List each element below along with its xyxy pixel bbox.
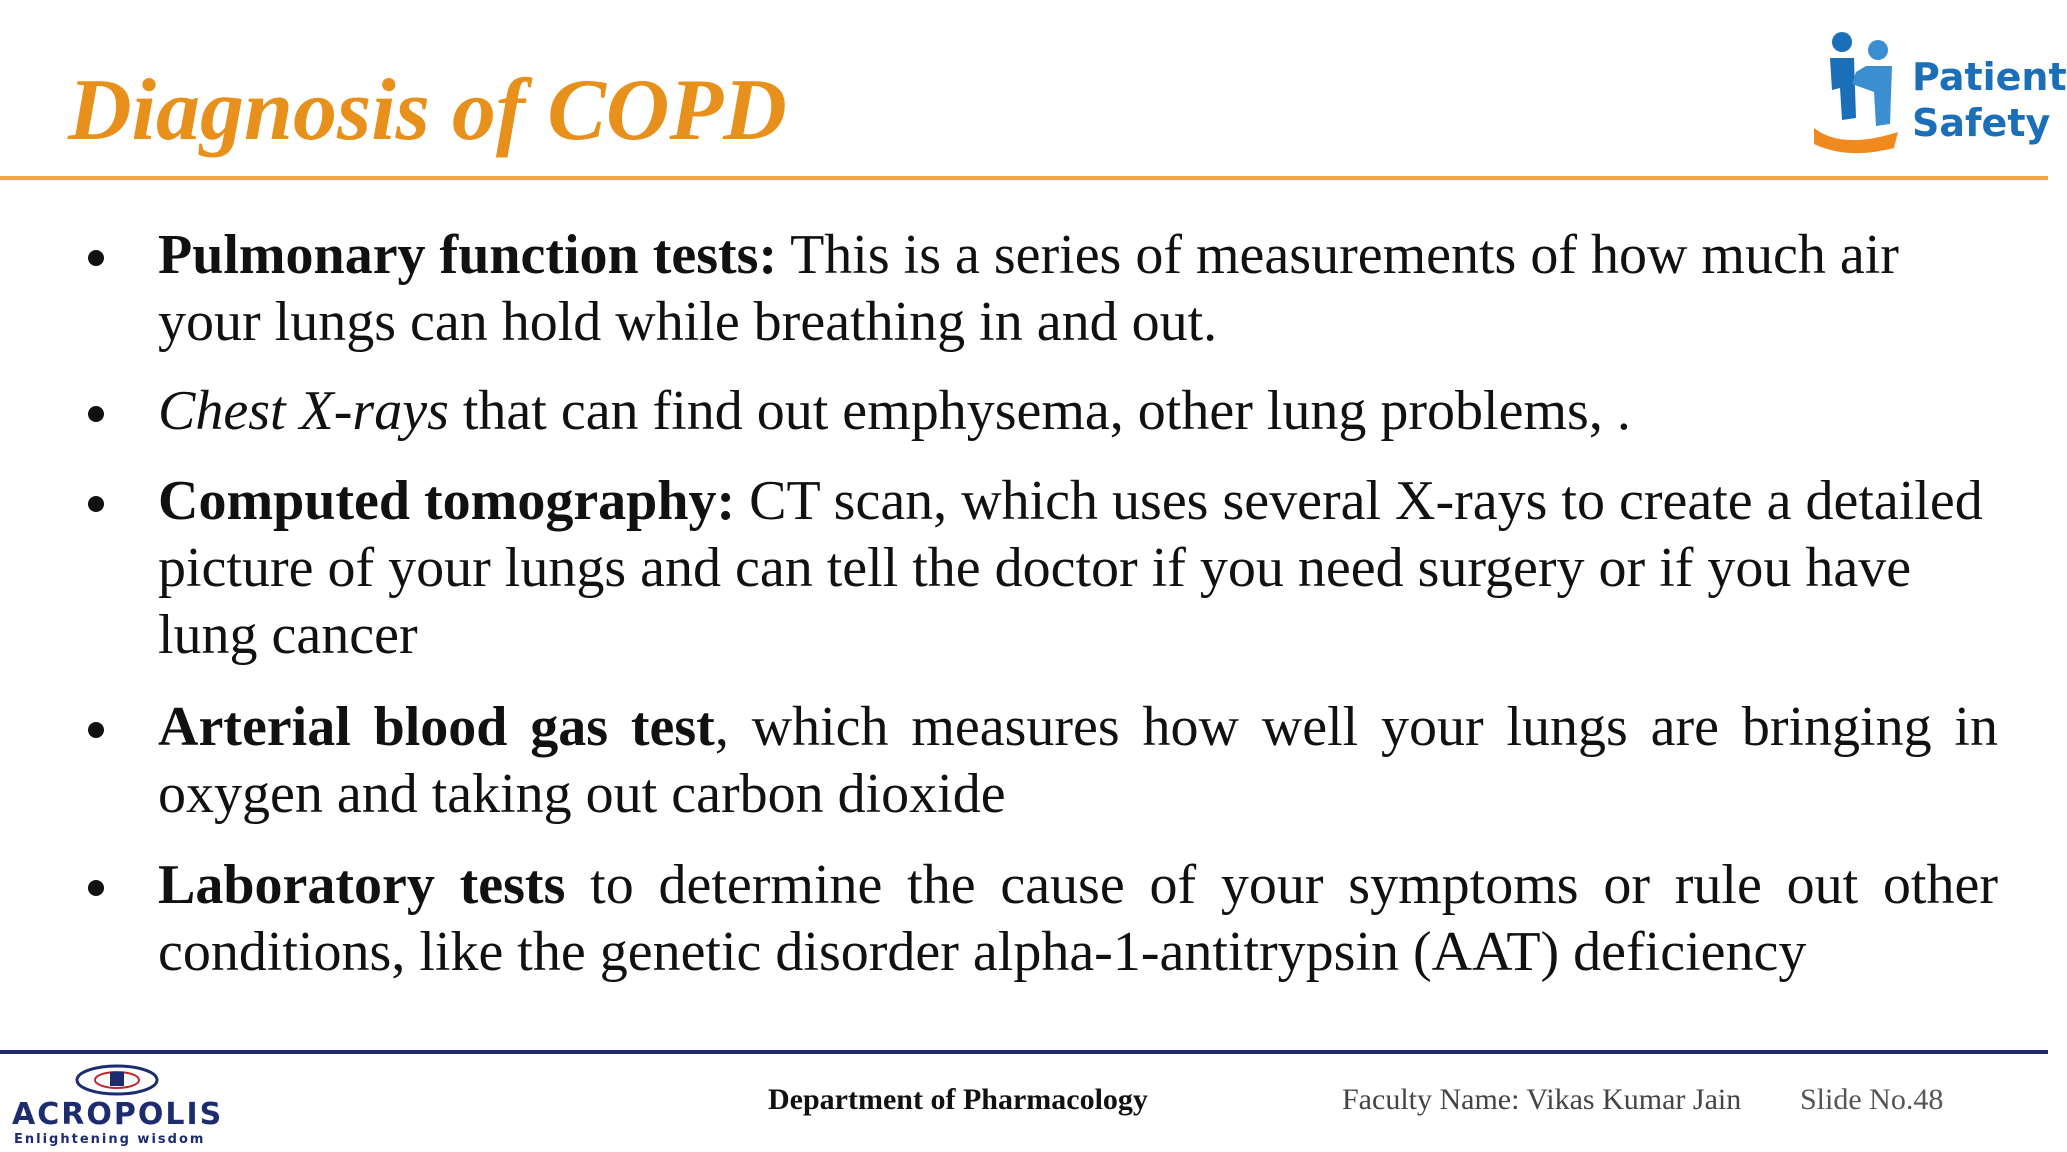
bullet-term: Chest X-rays <box>158 380 449 442</box>
slide-number: Slide No.48 <box>1800 1083 1944 1116</box>
acropolis-logo <box>8 1062 228 1148</box>
bullet-dot-icon <box>88 250 104 266</box>
patient-safety-text <box>1912 54 2067 146</box>
bullet-description: , which measures how well your lungs are bringing in oxygen and taking out carbon dioxide <box>158 696 1998 825</box>
bullet-dot-icon <box>88 406 104 422</box>
bullet-text <box>158 378 1998 445</box>
acropolis-tagline: Enlightening wisdom <box>14 1132 206 1147</box>
bullet-text <box>158 468 1998 669</box>
slide-title: Diagnosis of COPD <box>68 62 787 159</box>
bullet-term: Pulmonary function tests: <box>158 224 778 286</box>
patient-safety-line2: Safety <box>1912 101 2051 145</box>
faculty-label: Faculty Name: Vikas Kumar Jain <box>1342 1083 1742 1116</box>
acropolis-name: ACROPOLIS <box>12 1097 224 1132</box>
bullet-description: This is a series of measurements of how much air your lungs can hold while breathing in and out. <box>158 224 1899 353</box>
title-divider <box>0 176 2048 180</box>
bullet-description: CT scan, which uses several X-rays to create a detailed picture of your lungs and can tell the doctor if you need surgery or if you have lung cancer <box>158 470 1983 666</box>
bullet-term: Laboratory tests <box>158 854 566 916</box>
patient-safety-logo <box>1812 28 2067 164</box>
bullet-dot-icon <box>88 496 104 512</box>
bullet-dot-icon <box>88 722 104 738</box>
patient-safety-figures-icon <box>1812 28 1912 158</box>
patient-safety-line1: Patient <box>1912 55 2067 99</box>
bullet-text <box>158 694 1998 828</box>
bullet-dot-icon <box>88 880 104 896</box>
department-label: Department of Pharmacology <box>768 1083 1148 1116</box>
bullet-term: Computed tomography: <box>158 470 736 532</box>
footer-divider <box>0 1050 2048 1054</box>
bullet-description: that can find out emphysema, other lung problems, . <box>448 380 1631 442</box>
bullet-text <box>158 222 1998 356</box>
acropolis-emblem-icon <box>72 1062 162 1102</box>
bullet-description: to determine the cause of your symptoms or rule out other conditions, like the genetic disorder alpha-1-antitrypsin (AAT) deficiency <box>158 854 1998 983</box>
bullet-text <box>158 852 1998 986</box>
bullet-term: Arterial blood gas test <box>158 696 715 758</box>
